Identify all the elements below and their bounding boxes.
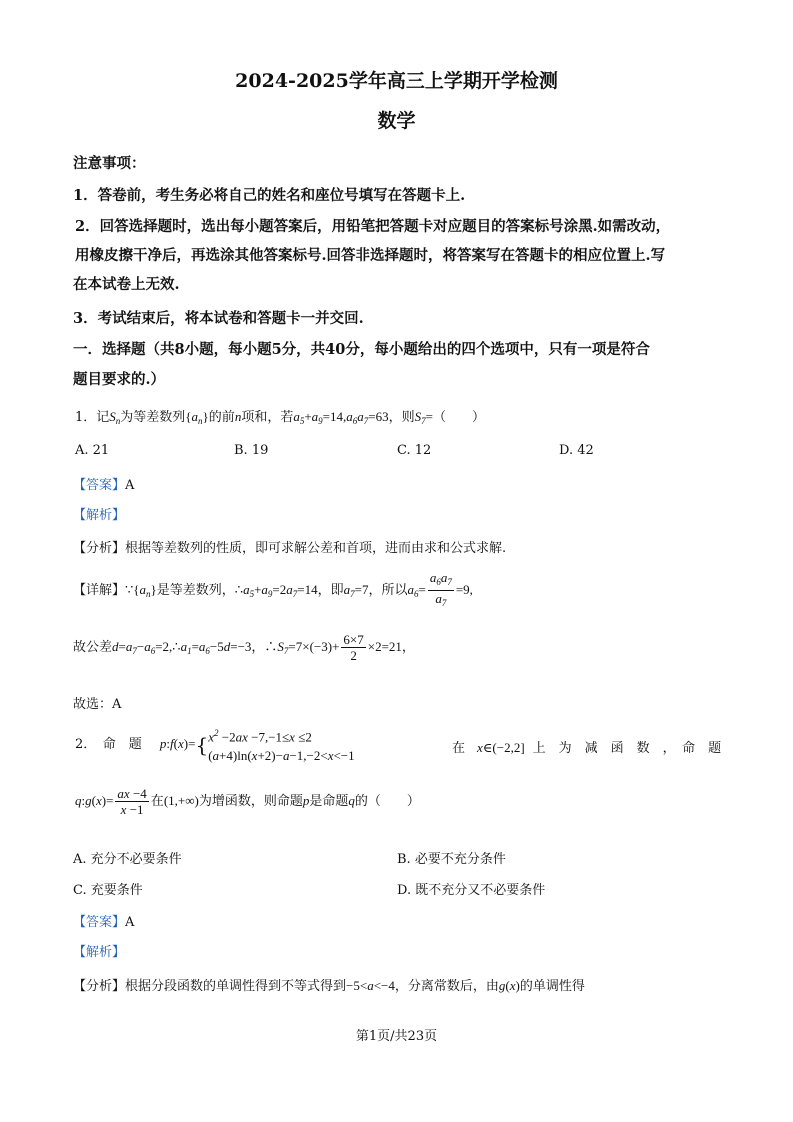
question-2-stem-2: q:g(x)= $\frac{ax -4}{x -1}$ 在(1,+∞)为增函数，则命题p是命题q的（ ）: [75, 786, 420, 817]
subject-title: 数学: [377, 110, 416, 132]
q1-option-c: C. 12: [397, 443, 432, 458]
notice-item-3: 3．考试结束后，将本试卷和答题卡一并交回.: [73, 310, 364, 327]
notice-heading: 注意事项：: [73, 155, 146, 172]
question-1-stem: 1．记$S_n$为等差数列$\{a_n\}$的前n项和，若$a_5+a_9=14,a_6a_7=63$，则$S_7=$（ ）: [75, 409, 485, 426]
q1-detail: 【详解】$\because\{a_n\}$是等差数列，$\therefore a_5+a_9=2a_7=14$，即$a_7=7$，所以$a_6=$ $\frac{a_6a_7}{a_7}$ =9,: [73, 570, 473, 608]
q1-option-d: D. 42: [559, 443, 594, 458]
notice-item-1: 1．答卷前，考生务必将自己的姓名和座位号填写在答题卡上.: [73, 187, 466, 204]
q2-option-c: C. 充要条件: [73, 883, 143, 898]
q2-option-d: D. 既不充分又不必要条件: [397, 883, 546, 898]
q1-detail-2: 故公差$d=a_7-a_6=2,\therefore a_1=a_6-5d=-3$，$\therefore S_7=7\times(-3)+$ $\frac{6\times 7}{2}$ ×2=21，: [73, 632, 415, 663]
section-heading-line2: 题目要求的.）: [73, 371, 166, 388]
notice-item-2-line2: 用橡皮擦干净后，再选涂其他答案标号.回答非选择题时，将答案写在答题卡的相应位置上.写: [75, 247, 666, 264]
notice-item-2-line3: 在本试卷上无效.: [73, 276, 180, 293]
q1-fenxi: 【分析】根据等差数列的性质，即可求解公差和首项，进而由求和公式求解.: [73, 541, 507, 556]
notice-item-2-line1: 2．回答选择题时，选出每小题答案后，用铅笔把答题卡对应题目的答案标号涂黑.如需改动，: [75, 218, 671, 235]
page-footer: 第1页/共23页: [355, 1029, 438, 1044]
q1-option-a: A. 21: [75, 443, 110, 458]
q2-option-a: A. 充分不必要条件: [73, 852, 182, 867]
q2-analysis-tag: 【解析】: [73, 945, 126, 960]
question-2-stem: 2． 命 题 p:f(x)={ $x^2 -2ax -7,-1\le x \le 2$ (a+4)ln(x+2)−a−1,−2<x<−1: [75, 728, 355, 764]
q1-answer: 【答案】A: [73, 478, 135, 493]
q1-analysis-tag: 【解析】: [73, 508, 126, 523]
q2-answer: 【答案】A: [73, 915, 135, 930]
q2-fenxi: 【分析】根据分段函数的单调性得到不等式得到−5<a<−4，分离常数后，由g(x)的单调性得: [73, 978, 585, 994]
q1-option-b: B. 19: [234, 443, 269, 458]
q2-option-b: B. 必要不充分条件: [397, 852, 506, 867]
exam-title: 2024-2025学年高三上学期开学检测: [235, 70, 558, 92]
section-heading-line1: 一．选择题（共8小题，每小题5分，共40分，每小题给出的四个选项中，只有一项是符合: [73, 341, 650, 358]
q1-conclusion: 故选：A: [73, 697, 122, 712]
question-2-stem-tail: 在 x∈(−2,2] 上 为 减 函 数 ， 命 题: [452, 740, 722, 756]
